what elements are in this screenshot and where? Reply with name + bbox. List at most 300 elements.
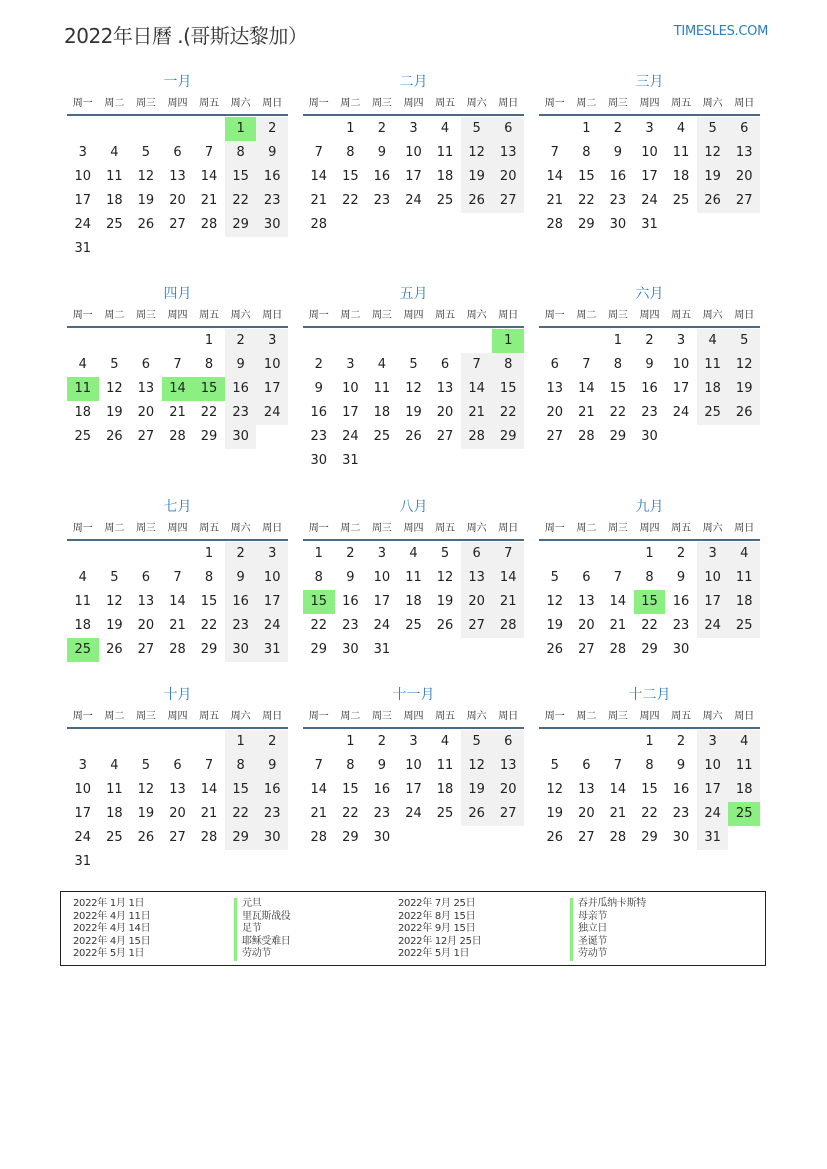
day-cell: 26 (137, 830, 155, 845)
legend-holiday-name: 吞并瓜纳卡斯特 (570, 898, 646, 911)
day-cell: 21 (310, 193, 328, 208)
holiday-day-cell: 15 (193, 377, 225, 401)
weekday-label: 周五 (435, 98, 456, 109)
day-cell: 28 (200, 830, 218, 845)
day-cell: 22 (225, 802, 257, 826)
day-cell: 6 (173, 145, 182, 160)
day-cell: 4 (697, 329, 729, 353)
day-cell: 22 (342, 193, 359, 208)
day-cell: 30 (342, 642, 359, 657)
day-cell: 27 (492, 802, 524, 826)
day-cell: 23 (342, 618, 359, 633)
legend-date: 2022年 9月 15日 (398, 923, 476, 934)
day-cell: 9 (225, 566, 257, 590)
weekday-label: 周二 (104, 310, 125, 321)
day-cell: 27 (169, 217, 186, 232)
empty-cell (130, 730, 162, 754)
day-cell: 18 (74, 405, 92, 420)
weekday-header (539, 519, 760, 541)
day-cell: 9 (676, 758, 686, 773)
day-cell: 22 (492, 401, 524, 425)
day-cell: 4 (728, 542, 760, 566)
day-grid (539, 329, 760, 449)
day-cell: 30 (225, 425, 257, 449)
day-cell: 19 (546, 618, 564, 633)
month-block (67, 72, 288, 261)
day-cell: 15 (578, 169, 595, 184)
weekday-label: 周日 (734, 98, 755, 109)
day-cell: 12 (106, 594, 123, 609)
day-cell: 3 (377, 546, 387, 561)
day-cell: 27 (461, 614, 493, 638)
day-cell: 11 (728, 566, 760, 590)
day-cell: 19 (728, 377, 760, 401)
day-cell: 2 (613, 121, 623, 136)
day-cell: 13 (492, 141, 524, 165)
day-cell: 23 (609, 193, 627, 208)
weekday-label: 周一 (308, 523, 329, 534)
legend-date: 2022年 12月 25日 (398, 935, 482, 947)
weekday-label: 周五 (671, 523, 692, 534)
day-cell: 11 (436, 145, 454, 160)
legend-holiday-name: 圣诞节 (570, 936, 646, 949)
month-block (303, 685, 524, 850)
month-block (303, 72, 524, 237)
weekday-label: 周四 (167, 711, 188, 722)
weekday-label: 周三 (135, 310, 156, 321)
weekday-label: 周日 (262, 310, 283, 321)
day-cell: 30 (225, 638, 257, 662)
day-cell: 10 (74, 782, 92, 797)
month-block (303, 284, 524, 473)
day-cell: 29 (342, 830, 359, 845)
weekday-label: 周四 (167, 98, 188, 109)
day-cell: 19 (137, 806, 155, 821)
day-cell: 8 (314, 570, 323, 585)
weekday-label: 周三 (135, 98, 156, 109)
weekday-label: 周六 (702, 98, 723, 109)
weekday-header (539, 306, 760, 328)
day-cell: 12 (546, 594, 564, 609)
day-cell: 24 (342, 429, 359, 444)
month-title: 八月 (399, 499, 428, 515)
day-cell: 15 (609, 381, 627, 396)
day-cell: 13 (169, 169, 186, 184)
day-cell: 19 (546, 806, 564, 821)
empty-cell (193, 730, 225, 754)
day-cell: 1 (225, 730, 257, 754)
empty-cell (67, 542, 99, 566)
day-cell: 17 (672, 381, 690, 396)
day-cell: 28 (169, 642, 186, 657)
day-cell: 25 (436, 193, 454, 208)
day-grid (67, 117, 288, 261)
weekday-label: 周五 (199, 310, 220, 321)
day-cell: 16 (256, 778, 288, 802)
day-cell: 18 (697, 377, 729, 401)
weekday-label: 周三 (607, 523, 628, 534)
day-cell: 11 (74, 594, 92, 609)
legend-date: 2022年 8月 15日 (398, 910, 476, 922)
weekday-label: 周一 (308, 98, 329, 109)
legend-holiday-name: 耶稣受难日 (234, 936, 291, 949)
weekday-label: 周二 (576, 523, 597, 534)
day-cell: 12 (137, 169, 155, 184)
day-cell: 26 (546, 642, 564, 657)
page-title: 2022年日曆 .(哥斯达黎加） (64, 24, 308, 48)
empty-cell (193, 117, 225, 141)
empty-cell (162, 117, 194, 141)
day-cell: 17 (342, 405, 359, 420)
day-cell: 24 (405, 806, 422, 821)
day-grid (303, 117, 524, 237)
day-cell: 12 (461, 141, 493, 165)
weekday-label: 周六 (702, 310, 723, 321)
day-cell: 14 (546, 169, 564, 184)
weekday-label: 周一 (72, 98, 93, 109)
day-cell: 27 (137, 642, 155, 657)
day-cell: 30 (641, 429, 658, 444)
month-title: 六月 (635, 286, 664, 302)
day-cell: 24 (697, 614, 729, 638)
day-cell: 30 (672, 642, 690, 657)
day-cell: 19 (106, 618, 123, 633)
weekday-label: 周三 (371, 310, 392, 321)
day-cell: 10 (697, 566, 729, 590)
day-cell: 13 (578, 594, 595, 609)
holiday-day-cell: 11 (67, 377, 99, 401)
day-cell: 5 (550, 758, 559, 773)
day-cell: 27 (436, 429, 454, 444)
day-cell: 1 (314, 546, 323, 561)
day-cell: 4 (728, 730, 760, 754)
day-cell: 10 (256, 353, 288, 377)
day-cell: 9 (377, 145, 387, 160)
legend-holiday-name: 劳动节 (570, 948, 646, 961)
day-cell: 17 (74, 806, 92, 821)
day-cell: 10 (672, 357, 690, 372)
day-cell: 2 (377, 121, 387, 136)
weekday-label: 周四 (167, 310, 188, 321)
day-cell: 7 (461, 353, 493, 377)
day-cell: 23 (225, 401, 257, 425)
day-grid (67, 730, 288, 874)
day-cell: 26 (106, 429, 123, 444)
day-cell: 16 (672, 594, 690, 609)
empty-cell (366, 329, 398, 353)
empty-cell (398, 329, 430, 353)
day-cell: 8 (346, 758, 355, 773)
day-cell: 2 (676, 734, 686, 749)
day-cell: 14 (310, 169, 328, 184)
day-cell: 9 (256, 141, 288, 165)
day-cell: 7 (613, 570, 623, 585)
weekday-label: 周六 (702, 711, 723, 722)
day-cell: 20 (578, 806, 595, 821)
weekday-label: 周三 (607, 98, 628, 109)
weekday-label: 周四 (403, 310, 424, 321)
legend-names-right (570, 898, 646, 961)
day-cell: 2 (676, 546, 686, 561)
day-cell: 13 (546, 381, 564, 396)
day-cell: 29 (641, 830, 658, 845)
day-cell: 23 (256, 802, 288, 826)
day-cell: 16 (225, 377, 257, 401)
weekday-label: 周三 (135, 711, 156, 722)
day-cell: 20 (578, 618, 595, 633)
legend-holiday-name: 劳动节 (234, 948, 291, 961)
day-cell: 8 (582, 145, 591, 160)
weekday-header (303, 707, 524, 729)
day-cell: 22 (225, 189, 257, 213)
legend-date: 2022年 4月 14日 (73, 923, 151, 934)
month-title: 十月 (163, 687, 192, 703)
day-cell: 27 (546, 429, 564, 444)
empty-cell (539, 542, 571, 566)
empty-cell (99, 542, 131, 566)
legend-date: 2022年 4月 11日 (73, 910, 151, 922)
empty-cell (162, 730, 194, 754)
day-cell: 20 (546, 405, 564, 420)
empty-cell (571, 329, 603, 353)
month-title: 三月 (635, 74, 664, 90)
month-block (539, 497, 760, 662)
day-cell: 11 (373, 381, 391, 396)
weekday-label: 周二 (104, 523, 125, 534)
day-cell: 26 (697, 189, 729, 213)
day-cell: 10 (74, 169, 92, 184)
day-cell: 2 (256, 730, 288, 754)
day-cell: 11 (106, 782, 123, 797)
weekday-label: 周二 (104, 98, 125, 109)
empty-cell (571, 542, 603, 566)
day-grid (539, 117, 760, 237)
day-cell: 28 (609, 830, 627, 845)
day-cell: 23 (672, 806, 690, 821)
day-cell: 28 (310, 830, 328, 845)
day-cell: 13 (436, 381, 454, 396)
day-cell: 11 (106, 169, 123, 184)
day-cell: 18 (74, 618, 92, 633)
day-cell: 5 (697, 117, 729, 141)
day-cell: 29 (225, 826, 257, 850)
day-cell: 6 (582, 570, 591, 585)
weekday-label: 周一 (544, 523, 565, 534)
day-cell: 14 (609, 782, 627, 797)
day-cell: 21 (200, 806, 218, 821)
day-cell: 24 (697, 802, 729, 826)
day-cell: 6 (141, 570, 151, 585)
day-cell: 9 (346, 570, 355, 585)
day-cell: 28 (492, 614, 524, 638)
weekday-label: 周一 (308, 310, 329, 321)
brand-link[interactable]: TIMESLES.COM (673, 24, 768, 39)
day-cell: 27 (578, 830, 595, 845)
day-cell: 1 (645, 734, 654, 749)
day-cell: 7 (314, 145, 323, 160)
day-cell: 11 (697, 353, 729, 377)
holiday-day-cell: 1 (492, 329, 524, 353)
empty-cell (99, 730, 131, 754)
day-cell: 22 (641, 806, 658, 821)
weekday-header (67, 707, 288, 729)
day-cell: 3 (676, 333, 686, 348)
weekday-label: 周五 (435, 523, 456, 534)
day-cell: 17 (405, 782, 422, 797)
month-block (539, 72, 760, 237)
day-cell: 2 (645, 333, 654, 348)
weekday-label: 周五 (435, 711, 456, 722)
weekday-label: 周四 (639, 98, 660, 109)
weekday-label: 周五 (671, 711, 692, 722)
day-cell: 31 (74, 854, 92, 869)
day-cell: 2 (225, 542, 257, 566)
day-cell: 10 (641, 145, 658, 160)
month-title: 二月 (399, 74, 428, 90)
day-cell: 23 (256, 189, 288, 213)
day-cell: 4 (78, 357, 87, 372)
day-cell: 4 (110, 758, 119, 773)
month-title: 四月 (163, 286, 192, 302)
weekday-label: 周日 (262, 523, 283, 534)
day-cell: 15 (200, 594, 218, 609)
legend-holiday-name: 里瓦斯战役 (234, 911, 291, 924)
day-cell: 5 (110, 570, 119, 585)
day-cell: 15 (342, 782, 359, 797)
weekday-header (303, 94, 524, 116)
empty-cell (99, 329, 131, 353)
weekday-label: 周三 (135, 523, 156, 534)
day-cell: 21 (492, 590, 524, 614)
day-cell: 14 (169, 594, 186, 609)
day-cell: 30 (672, 830, 690, 845)
day-cell: 21 (578, 405, 595, 420)
day-cell: 22 (310, 618, 328, 633)
weekday-label: 周日 (498, 98, 519, 109)
day-cell: 20 (169, 806, 186, 821)
day-cell: 25 (728, 614, 760, 638)
empty-cell (303, 117, 335, 141)
day-cell: 9 (676, 570, 686, 585)
day-cell: 6 (492, 730, 524, 754)
weekday-label: 周三 (371, 711, 392, 722)
day-cell: 12 (405, 381, 422, 396)
empty-cell (602, 730, 634, 754)
day-cell: 13 (137, 594, 155, 609)
day-cell: 9 (645, 357, 654, 372)
day-cell: 9 (225, 353, 257, 377)
day-cell: 19 (405, 405, 422, 420)
weekday-label: 周五 (199, 98, 220, 109)
weekday-label: 周日 (498, 711, 519, 722)
month-block (67, 685, 288, 874)
weekday-label: 周一 (544, 98, 565, 109)
day-cell: 12 (461, 754, 493, 778)
weekday-label: 周一 (544, 310, 565, 321)
legend-dates-right (398, 898, 481, 961)
day-cell: 14 (461, 377, 493, 401)
day-cell: 29 (225, 213, 257, 237)
legend-names-left (234, 898, 291, 961)
day-cell: 31 (697, 826, 729, 850)
day-cell: 6 (550, 357, 559, 372)
day-cell: 12 (546, 782, 564, 797)
day-cell: 4 (377, 357, 387, 372)
month-block (67, 497, 288, 662)
day-cell: 13 (578, 782, 595, 797)
weekday-label: 周日 (262, 98, 283, 109)
day-cell: 24 (74, 830, 92, 845)
day-cell: 28 (461, 425, 493, 449)
weekday-label: 周六 (230, 310, 251, 321)
weekday-header (67, 519, 288, 541)
day-cell: 3 (78, 145, 87, 160)
day-cell: 18 (373, 405, 391, 420)
day-cell: 20 (728, 165, 760, 189)
weekday-label: 周三 (371, 98, 392, 109)
legend-date: 2022年 7月 25日 (398, 898, 476, 909)
day-cell: 2 (225, 329, 257, 353)
day-cell: 1 (204, 546, 214, 561)
day-cell: 14 (310, 782, 328, 797)
day-grid (539, 542, 760, 662)
day-cell: 26 (436, 618, 454, 633)
day-cell: 17 (697, 778, 729, 802)
day-cell: 2 (346, 546, 355, 561)
weekday-label: 周二 (576, 310, 597, 321)
empty-cell (99, 117, 131, 141)
day-grid (539, 730, 760, 850)
weekday-label: 周日 (262, 711, 283, 722)
day-cell: 6 (173, 758, 182, 773)
day-cell: 8 (492, 353, 524, 377)
day-cell: 10 (697, 754, 729, 778)
weekday-label: 周五 (435, 310, 456, 321)
weekday-label: 周日 (734, 310, 755, 321)
holiday-day-cell: 25 (728, 802, 760, 826)
holiday-day-cell: 1 (225, 117, 257, 141)
day-cell: 3 (409, 734, 418, 749)
day-cell: 8 (645, 570, 654, 585)
day-cell: 1 (582, 121, 591, 136)
empty-cell (571, 730, 603, 754)
day-cell: 18 (728, 778, 760, 802)
weekday-label: 周二 (104, 711, 125, 722)
weekday-label: 周一 (72, 523, 93, 534)
day-cell: 21 (609, 806, 627, 821)
weekday-label: 周二 (340, 98, 361, 109)
day-cell: 8 (225, 754, 257, 778)
day-cell: 8 (346, 145, 355, 160)
empty-cell (461, 329, 493, 353)
day-cell: 15 (492, 377, 524, 401)
weekday-label: 周日 (498, 310, 519, 321)
weekday-label: 周日 (498, 523, 519, 534)
month-block (539, 284, 760, 449)
day-cell: 9 (314, 381, 323, 396)
day-cell: 8 (204, 357, 214, 372)
day-cell: 10 (405, 758, 422, 773)
day-cell: 7 (204, 758, 214, 773)
day-cell: 31 (256, 638, 288, 662)
day-cell: 3 (645, 121, 654, 136)
day-cell: 23 (225, 614, 257, 638)
empty-cell (429, 329, 461, 353)
weekday-label: 周二 (576, 98, 597, 109)
day-cell: 13 (492, 754, 524, 778)
day-cell: 3 (256, 542, 288, 566)
weekday-label: 周四 (639, 523, 660, 534)
